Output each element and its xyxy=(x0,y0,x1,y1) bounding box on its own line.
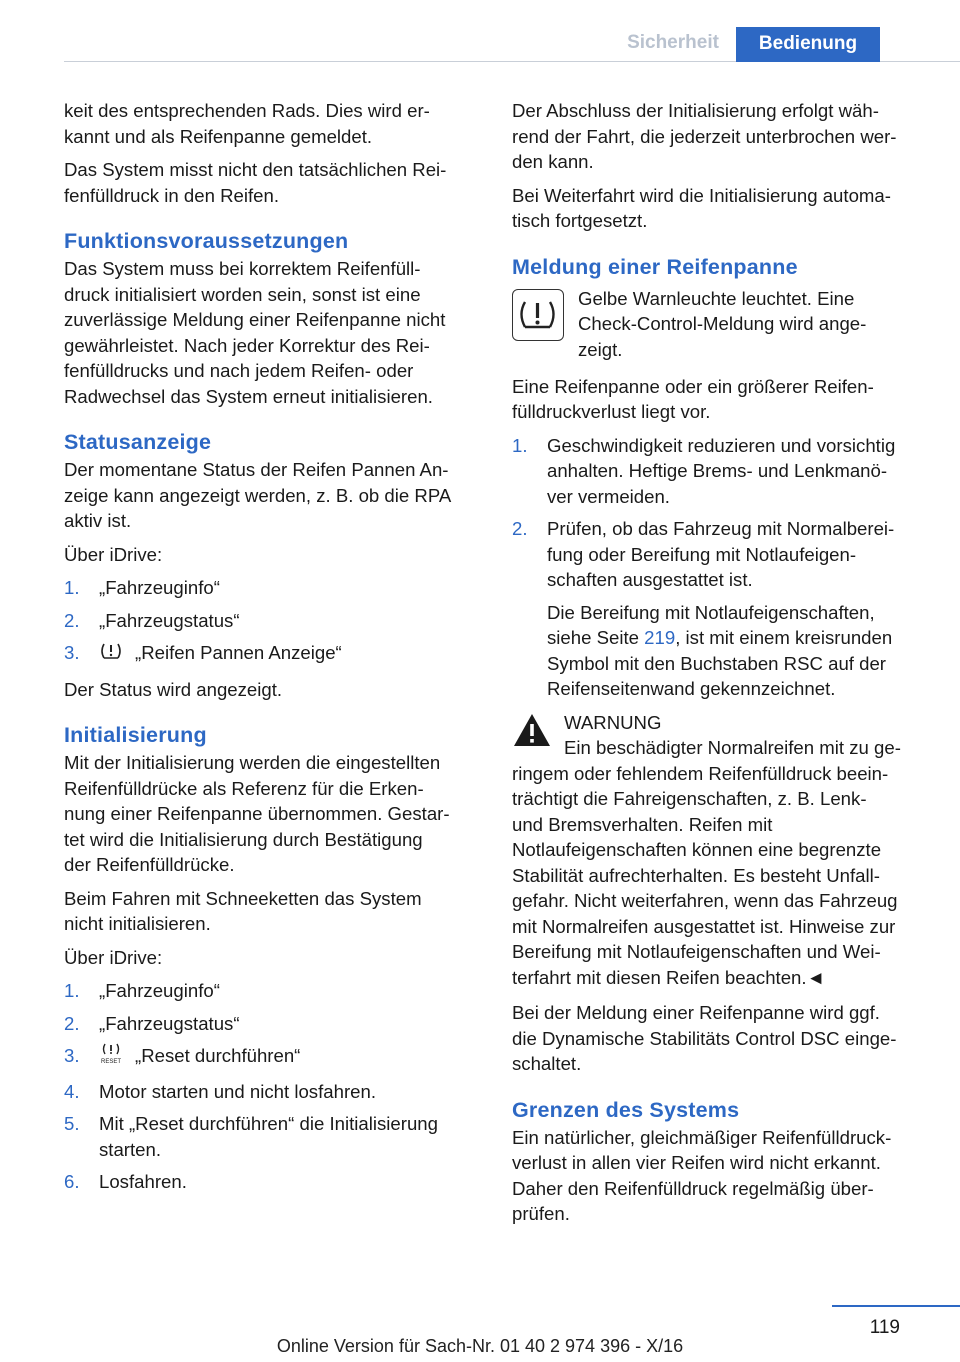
paragraph: Bei Weiterfahrt wird die Initialisierung automa- tisch fortgesetzt. xyxy=(512,184,891,231)
list-number: 1. xyxy=(64,577,80,598)
paragraph: Mit der Initialisierung werden die eingestellten Reifenfülldrücke als Referenz für die Erken- nung einer Reifenpanne übernommen. Gestar- tet wird die Initialisierung durch Bestätigung der Reifenfülldrücke. xyxy=(64,752,450,875)
warning-triangle-icon xyxy=(512,712,552,755)
sub-text: Die Bereifung mit Notlaufeigenschaften, siehe Seite xyxy=(547,601,875,648)
panne-steps xyxy=(512,433,928,702)
list-number: 3. xyxy=(64,642,80,663)
paragraph: keit des entsprechenden Rads. Dies wird er- kannt und als Reifenpanne gemeldet. xyxy=(64,100,430,147)
paragraph: Das System misst nicht den tatsächlichen Rei- fenfülldruck in den Reifen. xyxy=(64,159,447,206)
paragraph: Ein natürlicher, gleichmäßiger Reifenfülldruck- verlust in allen vier Reifen wird nicht erkannt. Daher den Reifenfülldruck regelmäßig über- prüfen. xyxy=(512,1126,892,1224)
heading-initialisierung: Initialisierung xyxy=(64,723,207,747)
paragraph: Über iDrive: xyxy=(64,946,163,968)
list-number: 6. xyxy=(64,1171,80,1192)
paragraph: Der Abschluss der Initialisierung erfolgt wäh- rend der Fahrt, die jederzeit unterbrochen wer- den kann. xyxy=(512,100,897,172)
list-item xyxy=(64,575,480,601)
list-number: 3. xyxy=(64,1045,80,1066)
warning-text: ringem oder fehlendem Reifenfülldruck beein- trächtigt die Fahreigenschaften, z. B. Lenk- und Bremsverhalten. Reifen mit Notlaufeigenschaften können eine begrenzte Stabilität aufrechterhalten. Es besteht Unfall- gefahr. Nicht weiterfahren, wenn das Fahrzeug mit Normalreifen ausgestattet ist. Hinweise zur Bereifung mit Notlaufeigenschaften und Wei- terfahrt mit diesen Reifen beachten.◄ xyxy=(512,762,898,988)
heading-grenzen: Grenzen des Systems xyxy=(512,1097,740,1122)
warning-text-first: Ein beschädigter Normalreifen mit zu ge- xyxy=(564,737,901,758)
idrive-steps-status xyxy=(64,575,480,669)
list-number: 4. xyxy=(64,1080,80,1102)
list-item xyxy=(64,1011,480,1037)
right-column xyxy=(512,98,928,1235)
list-text: „Fahrzeuginfo“ xyxy=(99,980,220,1001)
tire-reset-icon xyxy=(99,1043,123,1072)
list-item xyxy=(512,516,928,702)
tire-warning-icon xyxy=(99,642,123,669)
heading-funktionsvoraussetzungen: Funktionsvoraussetzungen xyxy=(64,229,349,253)
list-item xyxy=(64,978,480,1004)
paragraph: Über iDrive: xyxy=(64,543,163,565)
list-text: Losfahren. xyxy=(99,1171,187,1192)
list-number: 2. xyxy=(64,609,80,631)
notice-text: Gelbe Warnleuchte leuchtet. Eine Check-Control-Meldung wird ange- zeigt. xyxy=(578,287,867,360)
list-item xyxy=(64,1111,480,1162)
page-link[interactable]: 219 xyxy=(644,627,676,648)
list-text: Mit „Reset durchführen“ die Initialisierung starten. xyxy=(99,1113,438,1160)
list-text: Prüfen, ob das Fahrzeug mit Normalberei- fung oder Bereifung mit Notlaufeigen- schaften ausgestattet ist. xyxy=(547,518,895,590)
tab-bedienung[interactable]: Bedienung xyxy=(736,27,880,62)
page-number: 119 xyxy=(869,1317,900,1338)
list-number: 1. xyxy=(512,434,528,456)
tire-pressure-warning-icon xyxy=(512,289,564,341)
list-item xyxy=(64,1079,480,1105)
list-number: 1. xyxy=(64,980,80,1001)
sub-paragraph xyxy=(547,600,928,702)
heading-meldung-reifenpanne: Meldung einer Reifenpanne xyxy=(512,254,798,279)
heading-statusanzeige: Statusanzeige xyxy=(64,430,212,454)
left-column xyxy=(64,98,480,1203)
list-text: Geschwindigkeit reduzieren und vorsichtig anhalten. Heftige Brems- und Lenkmanö- ver vermeiden. xyxy=(547,434,896,507)
list-text: „Fahrzeugstatus“ xyxy=(99,609,240,631)
warning-heading: WARNUNG xyxy=(564,711,662,733)
warning-light-notice xyxy=(512,286,928,366)
list-number: 2. xyxy=(512,518,528,539)
list-number: 2. xyxy=(64,1012,80,1034)
list-item xyxy=(64,1043,480,1072)
paragraph: Das System muss bei korrektem Reifenfüll- druck initialisiert worden sein, sonst ist eine zuverlässige Meldung einer Reifenpanne nicht gewährleistet. Nach jeder Korrektur des Rei- fenfülldrucks und nach jedem Reifen- oder Radwechsel das System erneut initialisieren. xyxy=(64,258,446,407)
list-text: Motor starten und nicht losfahren. xyxy=(99,1080,376,1102)
list-text: „Reifen Pannen Anzeige“ xyxy=(135,642,342,663)
paragraph: Der momentane Status der Reifen Pannen An- zeige kann angezeigt werden, z. B. ob die RPA aktiv ist. xyxy=(64,459,452,531)
sub-text: , ist mit einem kreisrunden Symbol mit den Buchstaben RSC auf der Reifenseitenwand gekennzeichnet. xyxy=(547,627,893,699)
idrive-steps-init xyxy=(64,978,480,1195)
svg-text:RESET: RESET xyxy=(100,1059,122,1065)
list-item xyxy=(64,608,480,634)
paragraph: Bei der Meldung einer Reifenpanne wird ggf. die Dynamische Stabilitäts Control DSC einge- schaltet. xyxy=(512,1002,897,1074)
list-item xyxy=(64,1169,480,1195)
paragraph: Beim Fahren mit Schneeketten das System nicht initialisieren. xyxy=(64,887,422,934)
list-text: „Fahrzeugstatus“ xyxy=(99,1012,240,1034)
paragraph: Der Status wird angezeigt. xyxy=(64,678,283,700)
list-text: „Reset durchführen“ xyxy=(135,1045,301,1066)
warning-block xyxy=(512,710,928,991)
page-number-rule xyxy=(832,1305,960,1307)
list-item xyxy=(64,640,480,669)
list-item xyxy=(512,433,928,510)
paragraph: Eine Reifenpanne oder ein größerer Reifen- fülldruckverlust liegt vor. xyxy=(512,375,874,422)
footer-text: Online Version für Sach-Nr. 01 40 2 974 396 - X/16 xyxy=(276,1336,684,1356)
tab-sicherheit[interactable]: Sicherheit xyxy=(627,32,719,53)
list-text: „Fahrzeuginfo“ xyxy=(99,577,220,598)
list-number: 5. xyxy=(64,1113,80,1134)
